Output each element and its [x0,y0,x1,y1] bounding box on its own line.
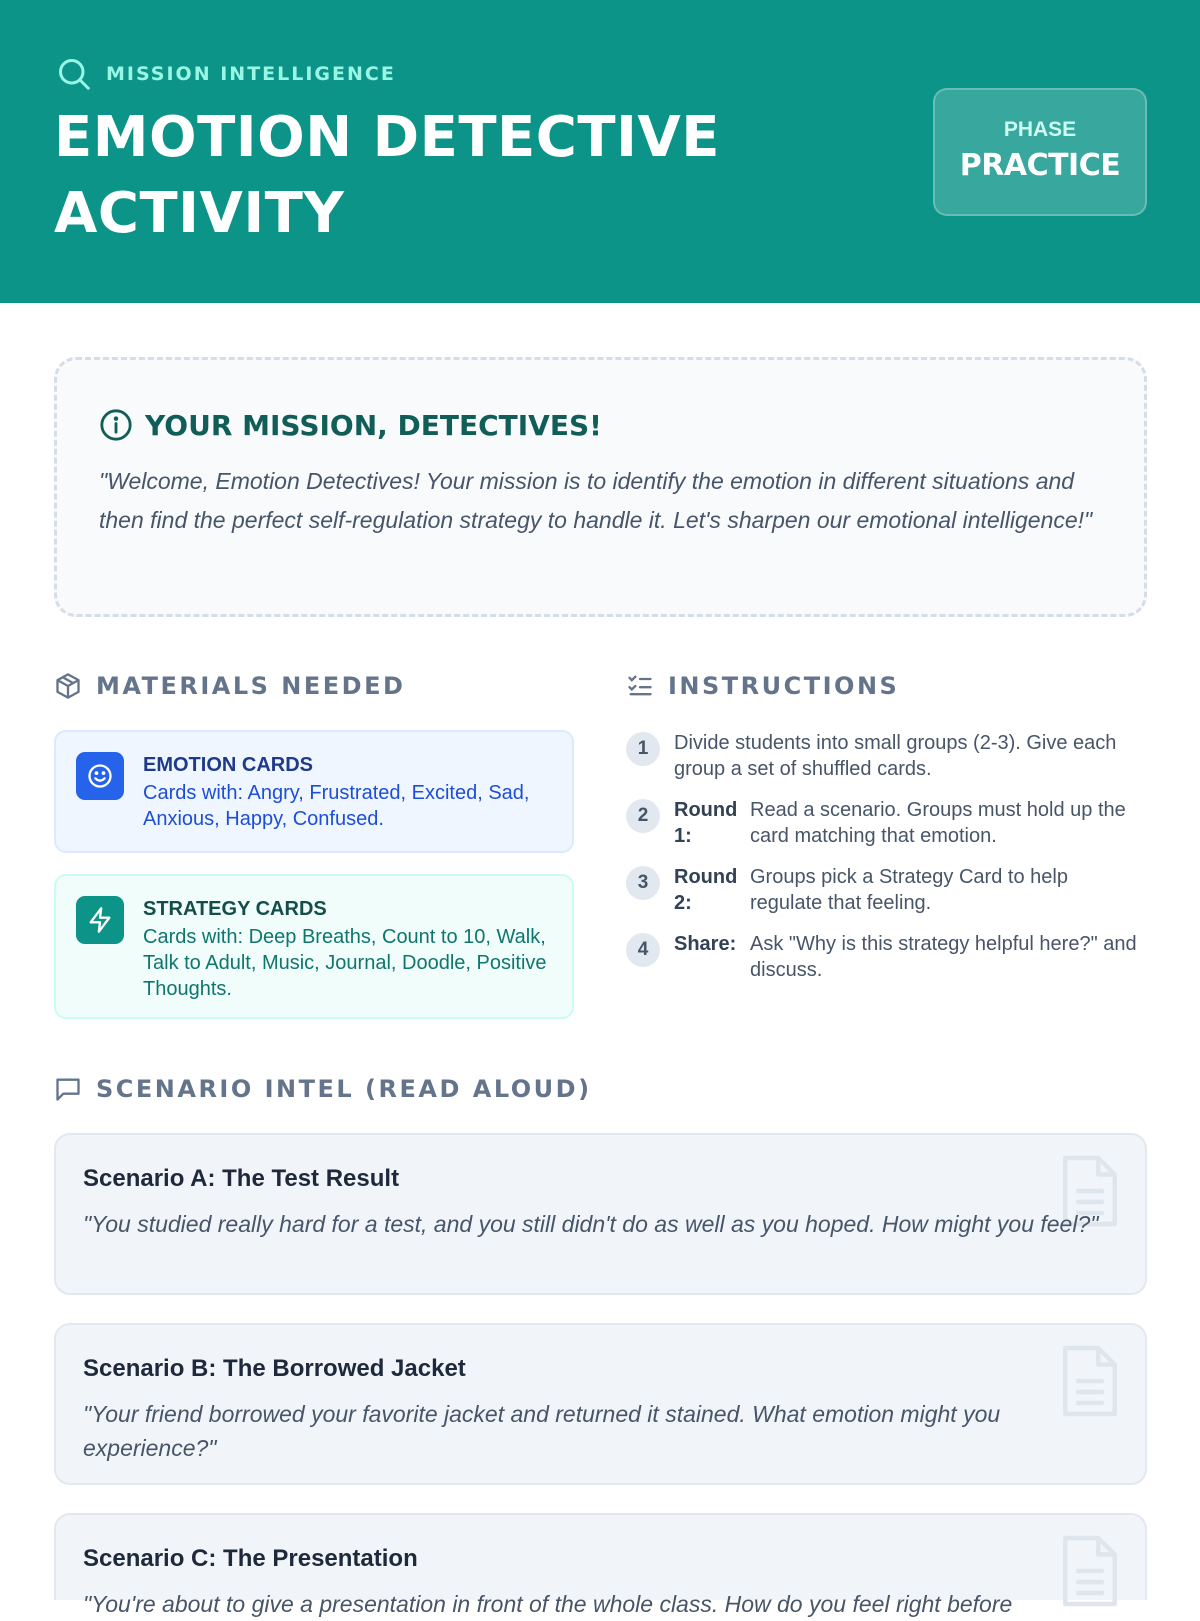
instructions-title: INSTRUCTIONS [668,672,900,700]
material-icon-box [76,896,124,944]
phase-value: PRACTICE [959,148,1121,183]
step-number: 3 [626,866,660,900]
checklist-icon [626,672,654,700]
mission-box [54,357,1147,617]
material-card-strategy [54,874,574,1019]
step-label: Round 2: [674,866,738,914]
mission-title: YOUR MISSION, DETECTIVES! [145,408,602,442]
scenario-text: "You're about to give a presentation in front of the whole class. How do you feel right before [83,1591,1013,1617]
info-icon [99,408,133,442]
material-desc: Cards with: Deep Breaths, Count to 10, Walk, Talk to Adult, Music, Journal, Doodle, Positive Thoughts. [143,926,547,1000]
step-text: Ask "Why is this strategy helpful here?" and discuss. [750,933,1137,981]
scenario-text: "Your friend borrowed your favorite jacket and returned it stained. What emotion might you experience?" [83,1401,1001,1461]
step-text: Groups pick a Strategy Card to help regulate that feeling. [750,866,1068,914]
scenario-card [54,1323,1147,1485]
chat-icon [54,1075,82,1103]
mission-header [99,408,602,442]
step-label: Round 1: [674,799,738,847]
instructions-header [626,672,899,700]
phase-badge [933,88,1147,216]
scenario-title: Scenario C: The Presentation [83,1545,418,1572]
scenarios-title: SCENARIO INTEL (READ ALOUD) [96,1075,592,1103]
step-text: Read a scenario. Groups must hold up the card matching that emotion. [750,799,1126,847]
kicker [56,56,396,92]
header-banner [0,0,1200,303]
smile-icon [86,762,114,790]
scenario-card [54,1513,1147,1617]
kicker-text: MISSION INTELLIGENCE [106,63,396,85]
package-icon [54,672,82,700]
step-number: 4 [626,933,660,967]
lightning-icon [86,906,114,934]
material-icon-box [76,752,124,800]
materials-title: MATERIALS NEEDED [96,672,406,700]
step-number: 2 [626,799,660,833]
scenario-card [54,1133,1147,1295]
scenario-text: "You studied really hard for a test, and you still didn't do as well as you hoped. How might you feel?" [83,1211,1099,1237]
mission-text: "Welcome, Emotion Detectives! Your mission is to identify the emotion in different situations and then find the perfect self-regulation strategy to handle it. Let's sharpen our emotional intelligence!" [99,468,1093,533]
scenarios-header [54,1075,592,1103]
material-name: STRATEGY CARDS [143,898,327,920]
material-name: EMOTION CARDS [143,754,313,776]
materials-header [54,672,405,700]
search-icon [56,56,92,92]
phase-label: PHASE [1003,118,1077,141]
step-text: Divide students into small groups (2-3). Give each group a set of shuffled cards. [674,732,1117,780]
step-number: 1 [626,732,660,766]
page-title: EMOTION DETECTIVE ACTIVITY [54,105,721,246]
scenario-title: Scenario B: The Borrowed Jacket [83,1355,466,1382]
scenario-title: Scenario A: The Test Result [83,1165,400,1192]
step-label: Share: [674,933,737,955]
material-desc: Cards with: Angry, Frustrated, Excited, Sad, Anxious, Happy, Confused. [143,782,530,830]
material-card-emotion [54,730,574,853]
